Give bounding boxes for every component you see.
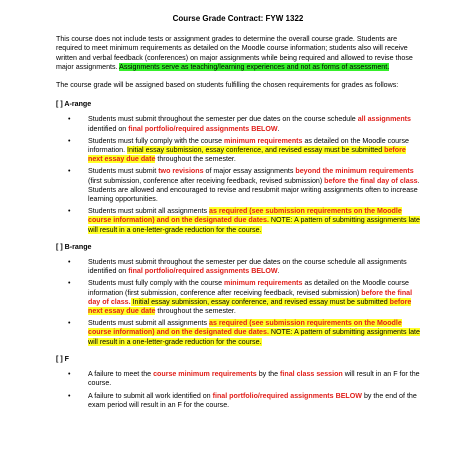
f-list <box>56 370 420 410</box>
a-range-list <box>56 115 420 234</box>
b-range-item-2: • Students must fully comply with the course minimum requirements as detailed on the Moodle course information (first submission, conference after receiving feedback, revised submission) before the final day of class. Initial essay submission, essay conference, and revised essay must be submitted before next essay due date throughout the semester. <box>56 279 420 316</box>
a-range-item-3: • Students must submit two revisions of major essay assignments beyond the minimum requirements (first submission, conference after receiving feedback, revised submission) before the final day of class. Students are allowed and encouraged to revise and resubmit major writing assignments often to increase learning opportunities. <box>56 167 420 204</box>
section-heading-f: [ ] F <box>56 354 69 363</box>
document-title: Course Grade Contract: FYW 1322 <box>172 14 304 23</box>
section-heading-b-range: [ ] B-range <box>56 242 92 251</box>
a-range-item-2: • Students must fully comply with the course minimum requirements as detailed on the Moodle course information. Initial essay submission, essay conference, and revised essay must be submitted before next essay due date throughout the semester. <box>56 137 420 165</box>
b-range-item-3: • Students must submit all assignments as required (see submission requirements on the Moodle course information) and on the designated due dates. NOTE: A pattern of submitting assignments late will result in a one-letter-grade reduction for the course. <box>56 319 420 347</box>
f-item-2: • A failure to submit all work identified on final portfolio/required assignments BELOW by the end of the exam period will result in an F for the course. <box>56 392 420 410</box>
b-range-item-1: • Students must submit throughout the semester per due dates on the course schedule all assignments identified on final portfolio/required assignments BELOW. <box>56 258 420 276</box>
section-heading-a-range: [ ] A-range <box>56 100 92 109</box>
a-range-item-1: • Students must submit throughout the semester per due dates on the course schedule all assignments identified on final portfolio/required assignments BELOW. <box>56 115 420 133</box>
f-item-1: • A failure to meet the course minimum requirements by the final class session will result in an F for the course. <box>56 370 420 388</box>
basis-paragraph: The course grade will be assigned based on students fulfilling the chosen requirements for grades as follows: <box>56 81 399 90</box>
intro-text: This course does not include tests or assignment grades to determine the overall course grade. Students are required to meet minimum requirements as detailed on the Moodle course information; students also will receive written and verbal feedback (conferences) on major assignments while being required and allowed to revise those major assignments. <box>56 35 413 71</box>
intro-paragraph <box>56 35 420 72</box>
b-range-list <box>56 258 420 347</box>
a-range-item-4: • Students must submit all assignments as required (see submission requirements on the Moodle course information) and on the designated due dates. NOTE: A pattern of submitting assignments late will result in a one-letter-grade reduction for the course. <box>56 207 420 235</box>
intro-highlight: Assignments serve as teaching/learning experiences and not as forms of assessment. <box>119 62 390 71</box>
